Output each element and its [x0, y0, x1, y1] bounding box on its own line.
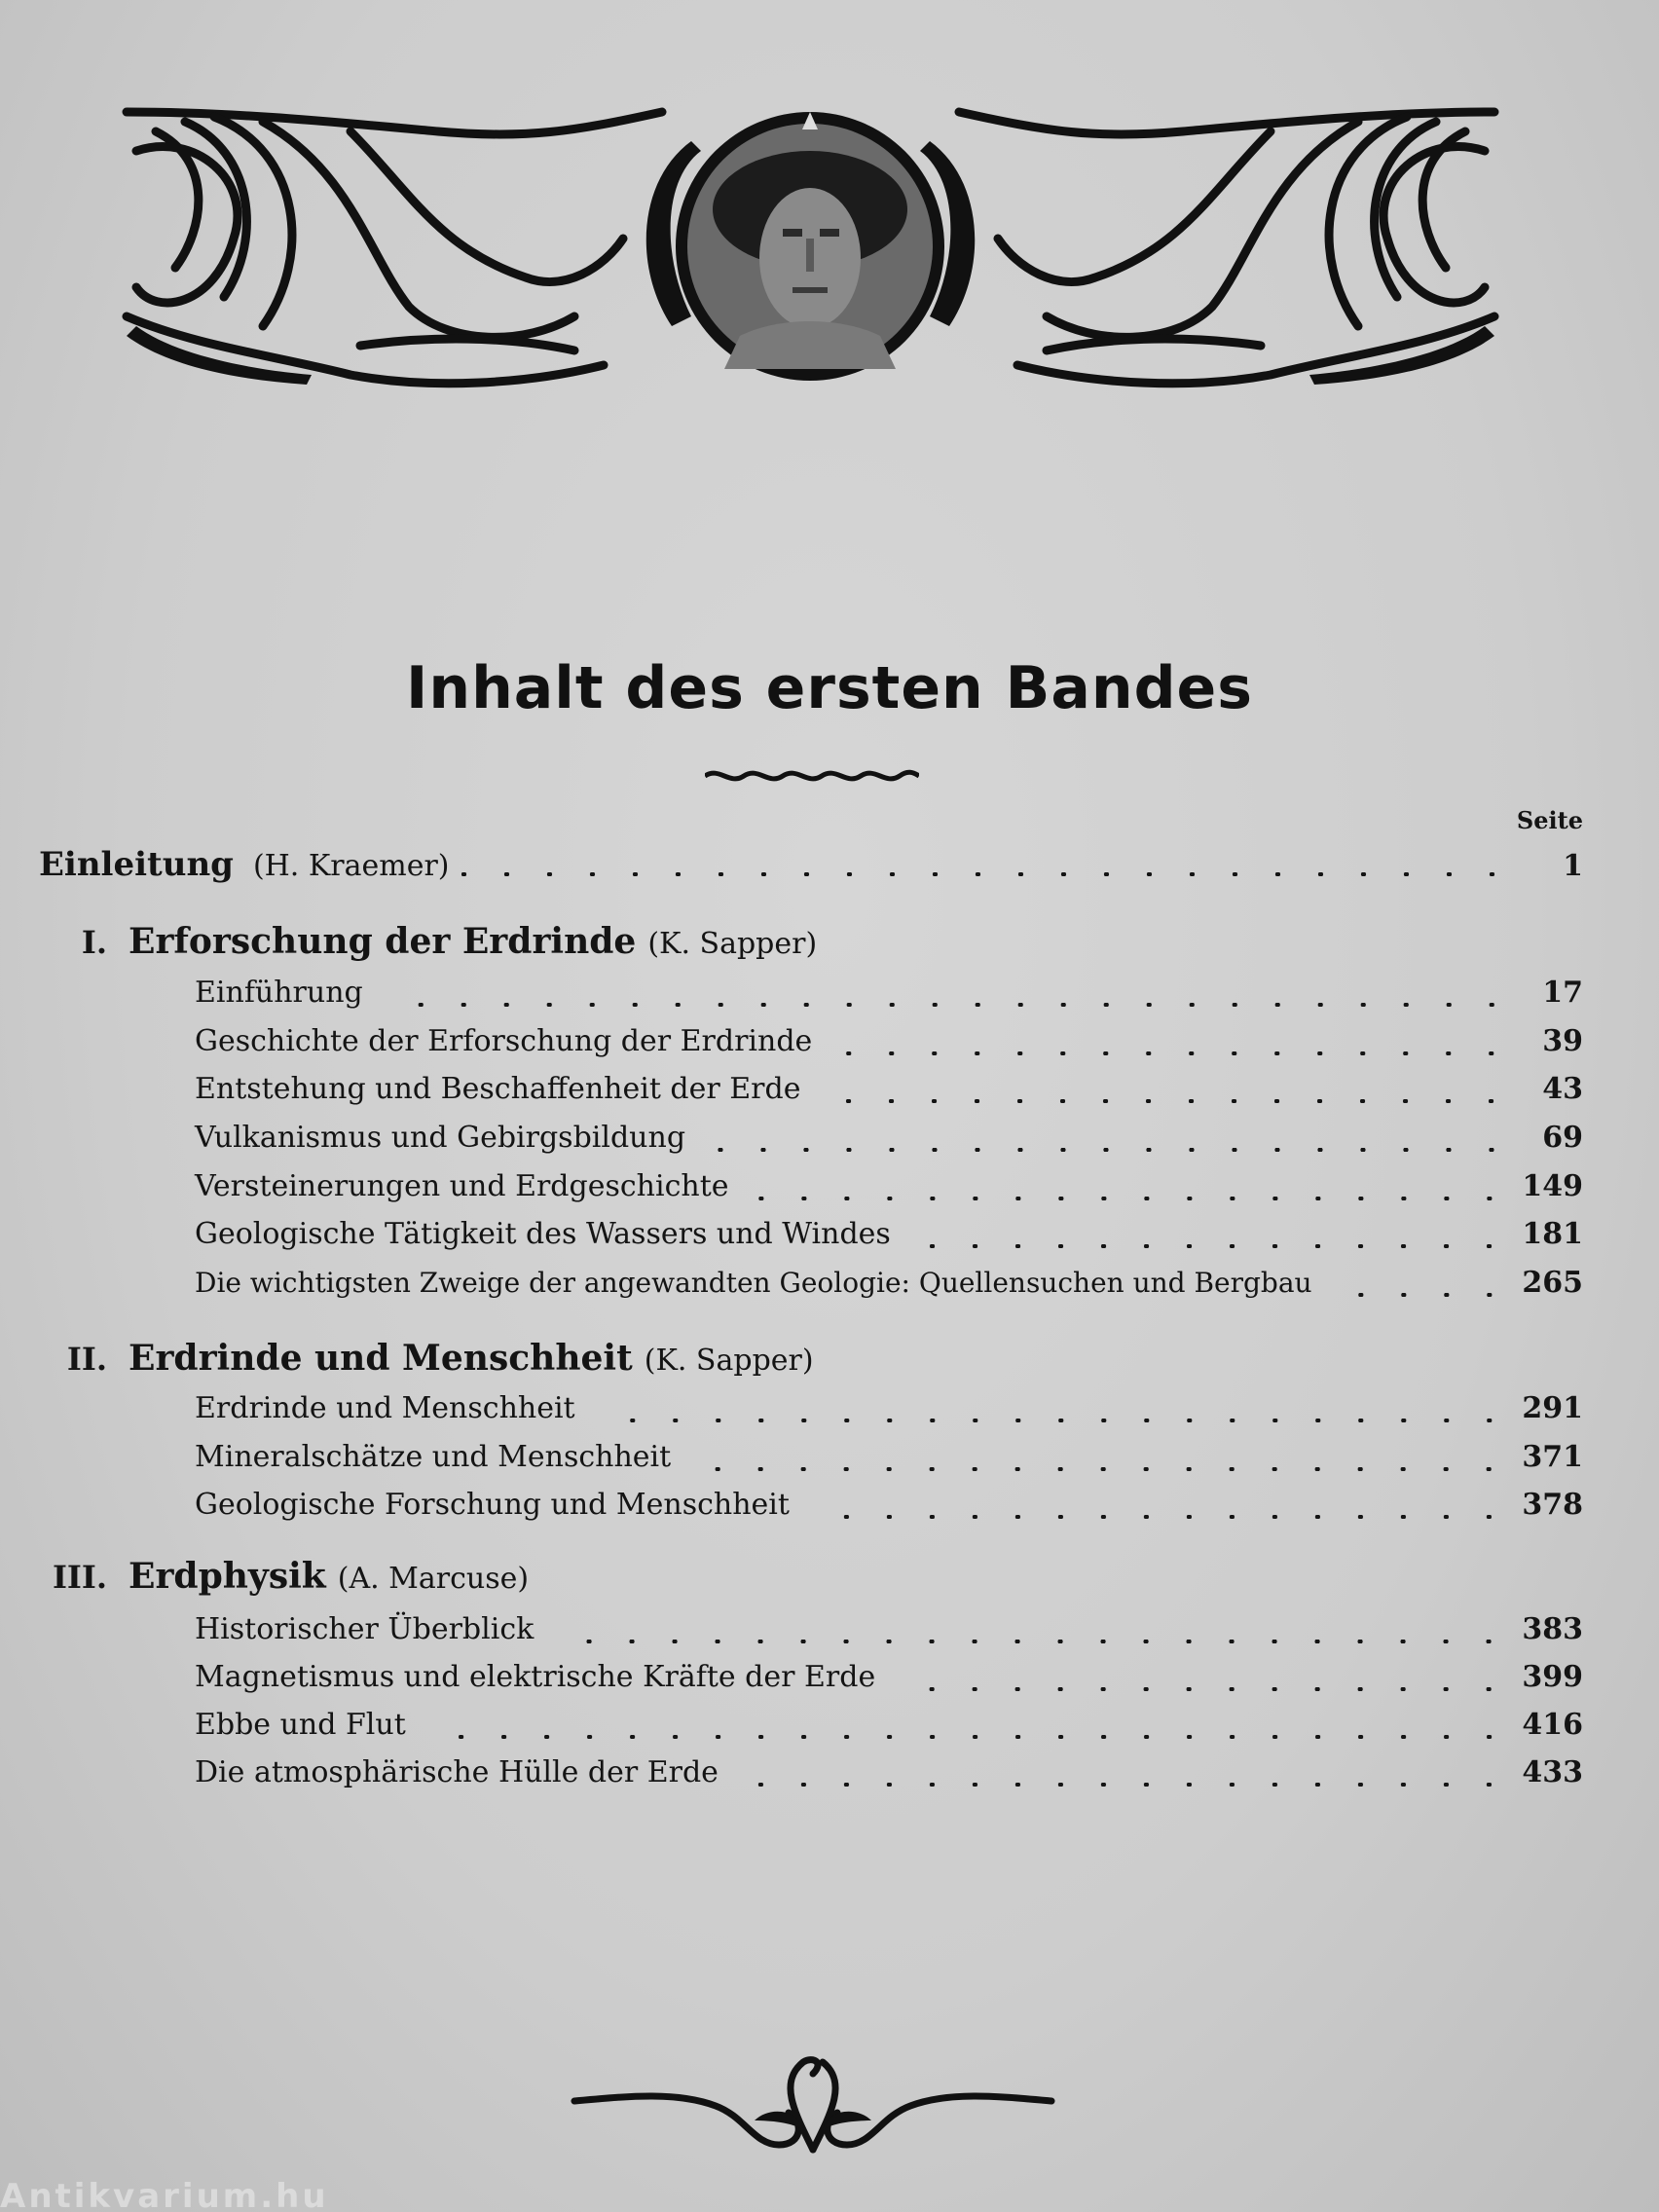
- toc-item-text: Geschichte der Erforschung der Erdrinde: [195, 1024, 813, 1058]
- watermark: Antikvarium.hu: [0, 2177, 329, 2212]
- section-author: (A. Marcuse): [337, 1562, 530, 1596]
- toc-item-page: 69: [1542, 1121, 1583, 1155]
- toc-item-row: [195, 1169, 1583, 1208]
- toc-item-page: 291: [1522, 1391, 1583, 1425]
- page-title: Inhalt des ersten Bandes: [406, 654, 1253, 722]
- section-numeral: I.: [81, 924, 107, 961]
- toc-item-text: Die atmosphärische Hülle der Erde: [195, 1755, 719, 1789]
- toc-item-row: [195, 976, 1583, 1014]
- toc-item-page: 39: [1542, 1024, 1583, 1058]
- toc-item-page: 371: [1522, 1440, 1583, 1474]
- art-nouveau-header-ornament: [117, 92, 1504, 404]
- toc-item-text: Entstehung und Beschaffenheit der Erde: [195, 1072, 801, 1106]
- toc-item-row: [195, 1708, 1583, 1747]
- toc-item-text: Mineralschätze und Menschheit: [195, 1440, 672, 1474]
- toc-item-text: Ebbe und Flut: [195, 1708, 406, 1742]
- dot-leader: [897, 1687, 1510, 1691]
- page-column-label: Seite: [1516, 806, 1583, 834]
- bottom-flourish-ornament: [570, 2052, 1056, 2159]
- dot-leader: [822, 1099, 1513, 1103]
- toc-item-row: [195, 1612, 1583, 1651]
- toc-item-page: 416: [1522, 1708, 1583, 1742]
- toc-item-row: [195, 1488, 1583, 1527]
- toc-item-page: 17: [1542, 976, 1583, 1010]
- toc-item-text: Vulkanismus und Gebirgsbildung: [195, 1121, 686, 1155]
- section-numeral: III.: [52, 1559, 107, 1596]
- dot-leader: [461, 872, 1513, 876]
- dot-leader: [692, 1467, 1510, 1471]
- title-flourish-ornament: [705, 764, 919, 788]
- toc-item-text: Die wichtigsten Zweige der angewandten Geologie: Quellensuchen und Bergbau: [195, 1267, 1312, 1299]
- section-heading-2: [39, 1338, 814, 1379]
- toc-item-text: Geologische Forschung und Menschheit: [195, 1488, 790, 1522]
- toc-item-page: 383: [1522, 1612, 1583, 1646]
- section-title: Erforschung der Erdrinde: [129, 921, 637, 962]
- section-author: (K. Sapper): [644, 1344, 814, 1378]
- dot-leader: [912, 1244, 1511, 1248]
- toc-item-text: Erdrinde und Menschheit: [195, 1391, 575, 1425]
- section-title: Erdrinde und Menschheit: [129, 1338, 633, 1379]
- toc-item-row: [195, 1391, 1583, 1430]
- toc-item-page: 149: [1522, 1169, 1583, 1203]
- toc-item-row: [195, 1217, 1583, 1256]
- section-heading-3: [39, 1556, 529, 1597]
- intro-page: 1: [1563, 849, 1583, 883]
- toc-item-row: [195, 1755, 1583, 1794]
- dot-leader: [555, 1640, 1510, 1643]
- dot-leader: [811, 1515, 1510, 1519]
- toc-item-page: 43: [1542, 1072, 1583, 1106]
- dot-leader: [597, 1419, 1511, 1422]
- dot-leader: [740, 1783, 1510, 1787]
- toc-item-text: Magnetismus und elektrische Kräfte der Erde: [195, 1660, 876, 1694]
- toc-item-row: [195, 1121, 1583, 1160]
- toc-item-page: 378: [1522, 1488, 1583, 1522]
- dot-leader: [1334, 1293, 1511, 1297]
- section-heading-1: [39, 921, 817, 962]
- toc-item-page: 433: [1522, 1755, 1583, 1789]
- dot-leader: [833, 1051, 1513, 1055]
- intro-author: (H. Kraemer): [252, 849, 450, 883]
- toc-item-page: 181: [1522, 1217, 1583, 1251]
- toc-item-text: Historischer Überblick: [195, 1612, 535, 1646]
- toc-intro-row: [39, 845, 1583, 884]
- section-author: (K. Sapper): [647, 927, 818, 961]
- section-numeral: II.: [66, 1341, 107, 1378]
- toc-item-page: 265: [1522, 1266, 1583, 1300]
- dot-leader: [427, 1735, 1511, 1739]
- dot-leader: [707, 1148, 1513, 1152]
- toc-item-row: [195, 1024, 1583, 1063]
- toc-item-row: [195, 1266, 1583, 1305]
- toc-item-text: Geologische Tätigkeit des Wassers und Windes: [195, 1217, 891, 1251]
- toc-item-text: Versteinerungen und Erdgeschichte: [195, 1169, 729, 1203]
- toc-item-page: 399: [1522, 1660, 1583, 1694]
- toc-item-row: [195, 1660, 1583, 1699]
- intro-title: Einleitung: [39, 845, 234, 884]
- dot-leader: [751, 1197, 1511, 1200]
- toc-item-row: [195, 1072, 1583, 1111]
- toc-item-row: [195, 1440, 1583, 1479]
- toc-item-text: Einführung: [195, 976, 363, 1010]
- dot-leader: [385, 1003, 1513, 1007]
- section-title: Erdphysik: [129, 1556, 326, 1597]
